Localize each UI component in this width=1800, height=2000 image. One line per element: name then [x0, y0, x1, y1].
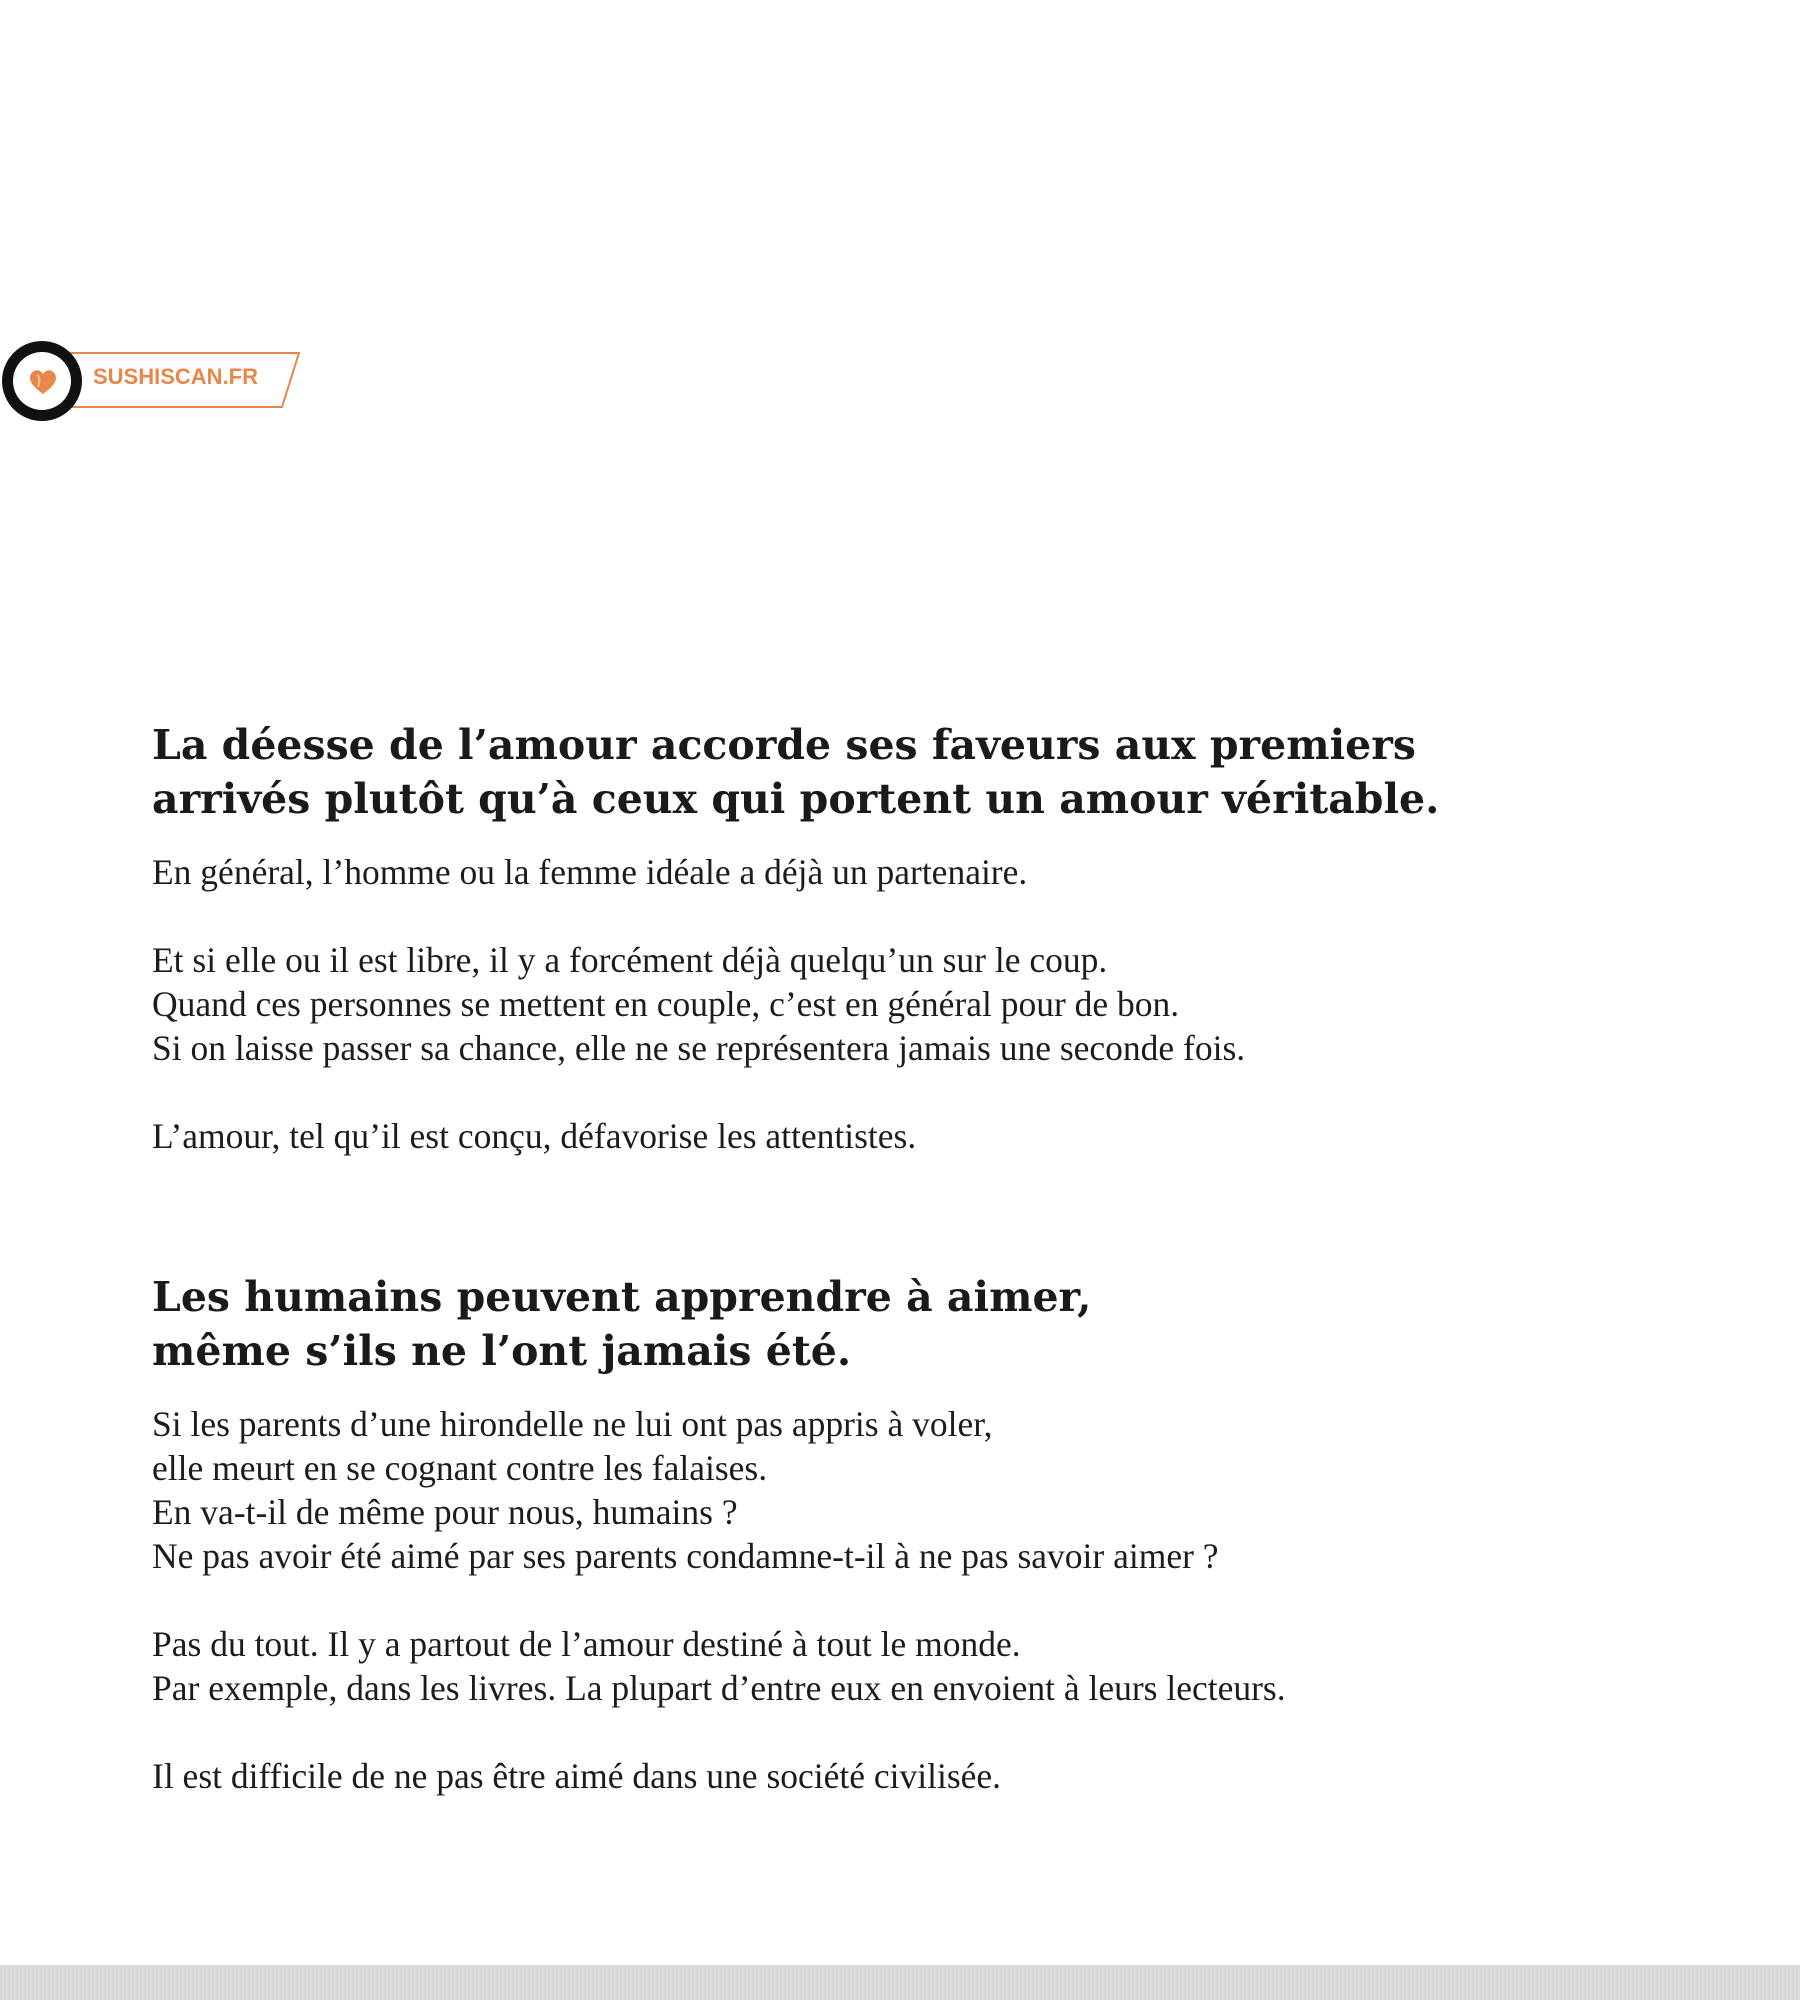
heading-line: La déesse de l’amour accorde ses faveurs aux premiers [152, 721, 1416, 769]
heading-line: Les humains peuvent apprendre à aimer, [152, 1273, 1092, 1321]
section-learning-love [152, 1270, 1712, 1798]
paragraph [152, 850, 1712, 894]
paragraph-line: Si les parents d’une hirondelle ne lui ont pas appris à voler, [152, 1404, 993, 1444]
watermark-text: SUSHISCAN.FR [93, 364, 259, 389]
paragraph-line: Quand ces personnes se mettent en couple, c’est en général pour de bon. [152, 984, 1180, 1024]
badge-logo [2, 341, 82, 421]
section-first-rule [152, 718, 1712, 1158]
paragraph [152, 1754, 1712, 1798]
heading-line: même s’ils ne l’ont jamais été. [152, 1327, 852, 1375]
paragraph-line: L’amour, tel qu’il est conçu, défavorise les attentistes. [152, 1116, 917, 1156]
paragraph-line: Si on laisse passer sa chance, elle ne se représentera jamais une seconde fois. [152, 1028, 1246, 1068]
bottom-strip [0, 1965, 1800, 2000]
paragraph [152, 938, 1712, 1070]
paragraph [152, 1114, 1712, 1158]
paragraph-line: Par exemple, dans les livres. La plupart d’entre eux en envoient à leurs lecteurs. [152, 1668, 1286, 1708]
section-heading [152, 1270, 1712, 1378]
section-heading [152, 718, 1712, 826]
paragraph-line: elle meurt en se cognant contre les falaises. [152, 1448, 768, 1488]
paragraph-line: En général, l’homme ou la femme idéale a déjà un partenaire. [152, 852, 1028, 892]
paragraph-line: En va-t-il de même pour nous, humains ? [152, 1492, 738, 1532]
paragraph-line: Il est difficile de ne pas être aimé dans une société civilisée. [152, 1756, 1002, 1796]
paragraph [152, 1622, 1712, 1710]
heart-icon [28, 368, 58, 396]
paragraph-line: Ne pas avoir été aimé par ses parents condamne-t-il à ne pas savoir aimer ? [152, 1536, 1219, 1576]
paragraph-line: Pas du tout. Il y a partout de l’amour destiné à tout le monde. [152, 1624, 1021, 1664]
watermark-badge [0, 338, 305, 424]
heading-line: arrivés plutôt qu’à ceux qui portent un amour véritable. [152, 775, 1440, 823]
paragraph-line: Et si elle ou il est libre, il y a forcément déjà quelqu’un sur le coup. [152, 940, 1108, 980]
paragraph [152, 1402, 1712, 1578]
